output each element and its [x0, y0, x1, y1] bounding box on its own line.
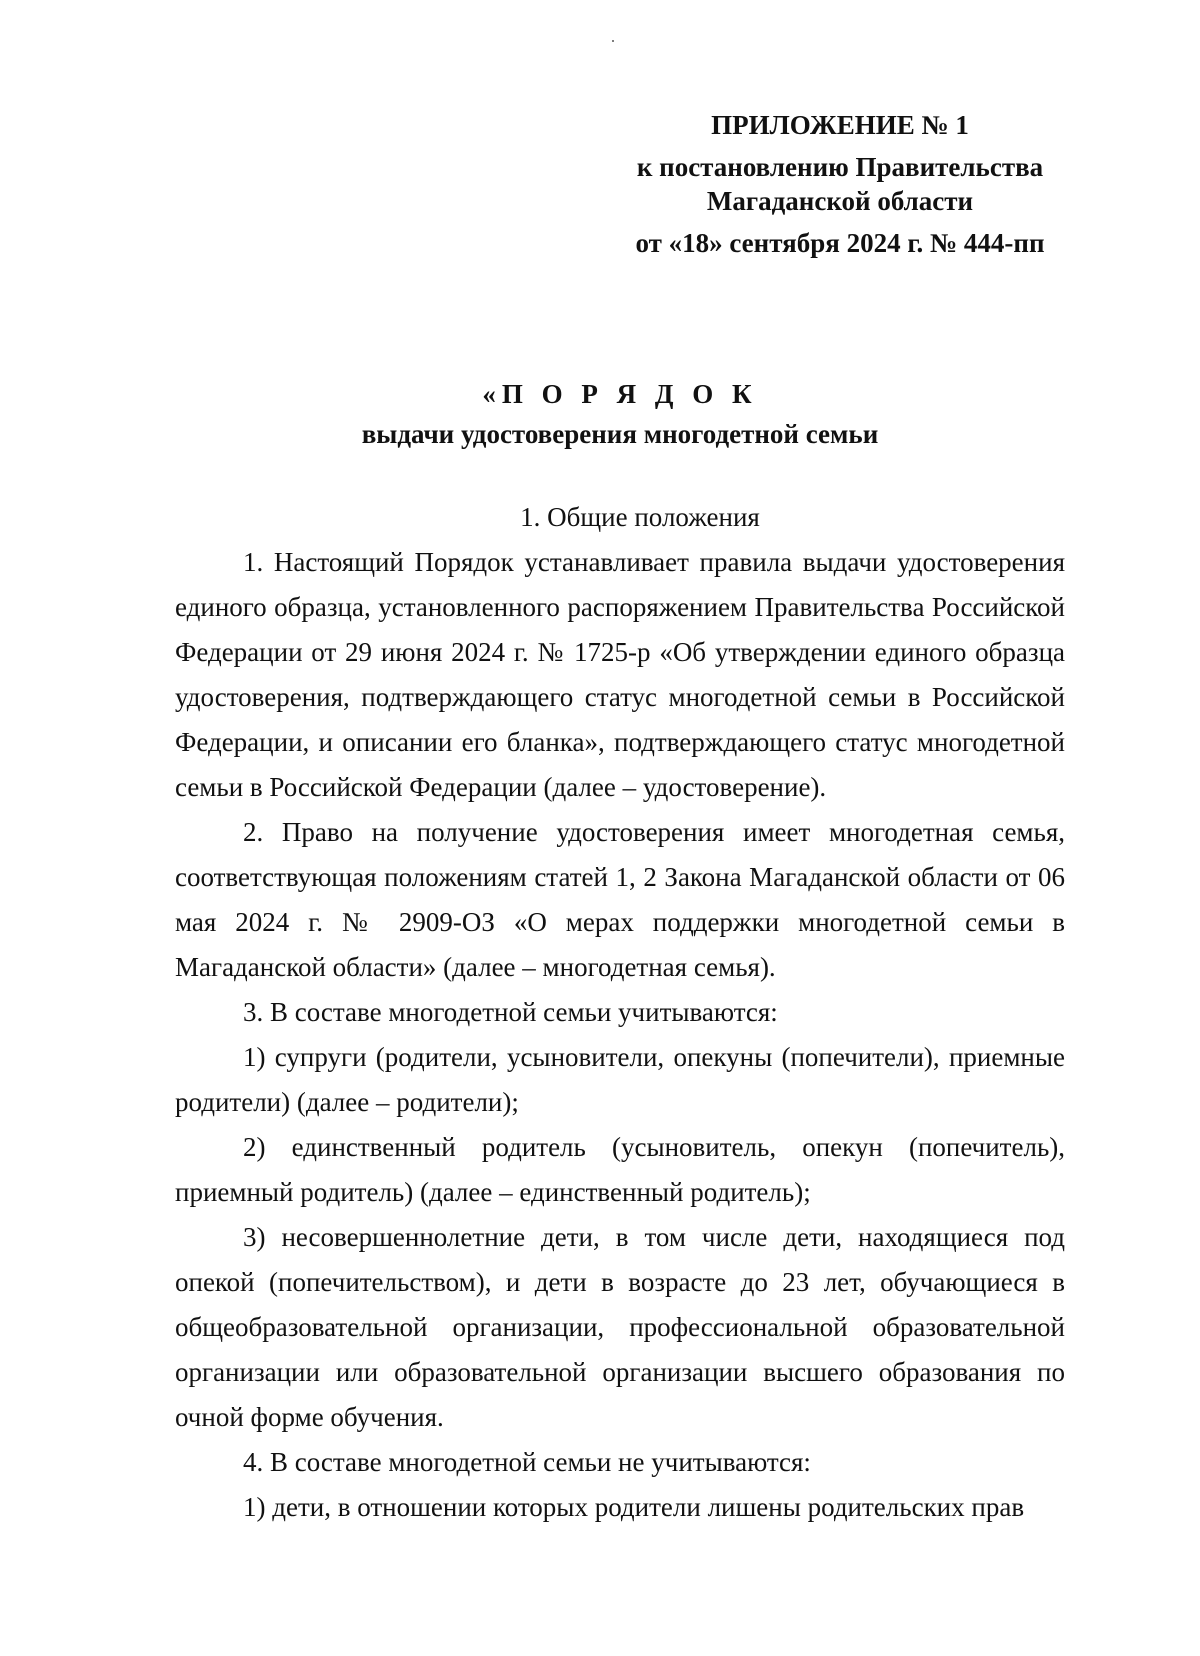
paragraph-1: 1. Настоящий Порядок устанавливает правила выдачи удостоверения единого образца, установленного распоряжением Правительства Российской Федерации от 29 июня 2024 г. № 1725-р «Об утверждении единого образца удостоверения, подтверждающего статус многодетной семьи в Российской Федерации, и описании его бланка», подтверждающего статус многодетной семьи в Российской Федерации (далее – удостоверение). — [175, 547, 1065, 802]
document-subtitle: выдачи удостоверения многодетной семьи — [361, 419, 879, 449]
paragraph-3-item-3: 3) несовершеннолетние дети, в том числе дети, находящиеся под опекой (попечительством), и дети в возрасте до 23 лет, обучающиеся в общеобразовательной организации, профессиональной образовательной организации или образовательной организации высшего образования по очной форме обучения. — [175, 1222, 1065, 1432]
annex-title: ПРИЛОЖЕНИЕ № 1 — [711, 110, 969, 140]
document-title: «П О Р Я Д О К — [482, 379, 758, 409]
paragraph-3: 3. В составе многодетной семьи учитываются: — [243, 997, 778, 1027]
annex-date: от «18» сентября 2024 г. № 444-пп — [635, 228, 1045, 258]
paragraph-3-item-2: 2) единственный родитель (усыновитель, опекун (попечитель), приемный родитель) (далее – единственный родитель); — [175, 1132, 1065, 1207]
scan-speck — [612, 40, 614, 42]
paragraph-4-item-1: 1) дети, в отношении которых родители лишены родительских прав — [243, 1492, 1025, 1522]
paragraph-4: 4. В составе многодетной семьи не учитываются: — [243, 1447, 811, 1477]
document-heading — [0, 374, 1200, 454]
document-body — [175, 495, 1065, 1530]
annex-line-1: к постановлению Правительства — [636, 152, 1044, 182]
section-heading: 1. Общие положения — [520, 502, 760, 532]
annex-line-2: Магаданской области — [706, 186, 974, 216]
paragraph-3-item-1: 1) супруги (родители, усыновители, опекуны (попечители), приемные родители) (далее – родители); — [175, 1042, 1065, 1117]
paragraph-2: 2. Право на получение удостоверения имеет многодетная семья, соответствующая положениям статей 1, 2 Закона Магаданской области от 06 мая 2024 г. № 2909-ОЗ «О мерах поддержки многодетной семьи в Магаданской области» (далее – многодетная семья). — [175, 817, 1065, 982]
annex-block — [630, 108, 1050, 260]
